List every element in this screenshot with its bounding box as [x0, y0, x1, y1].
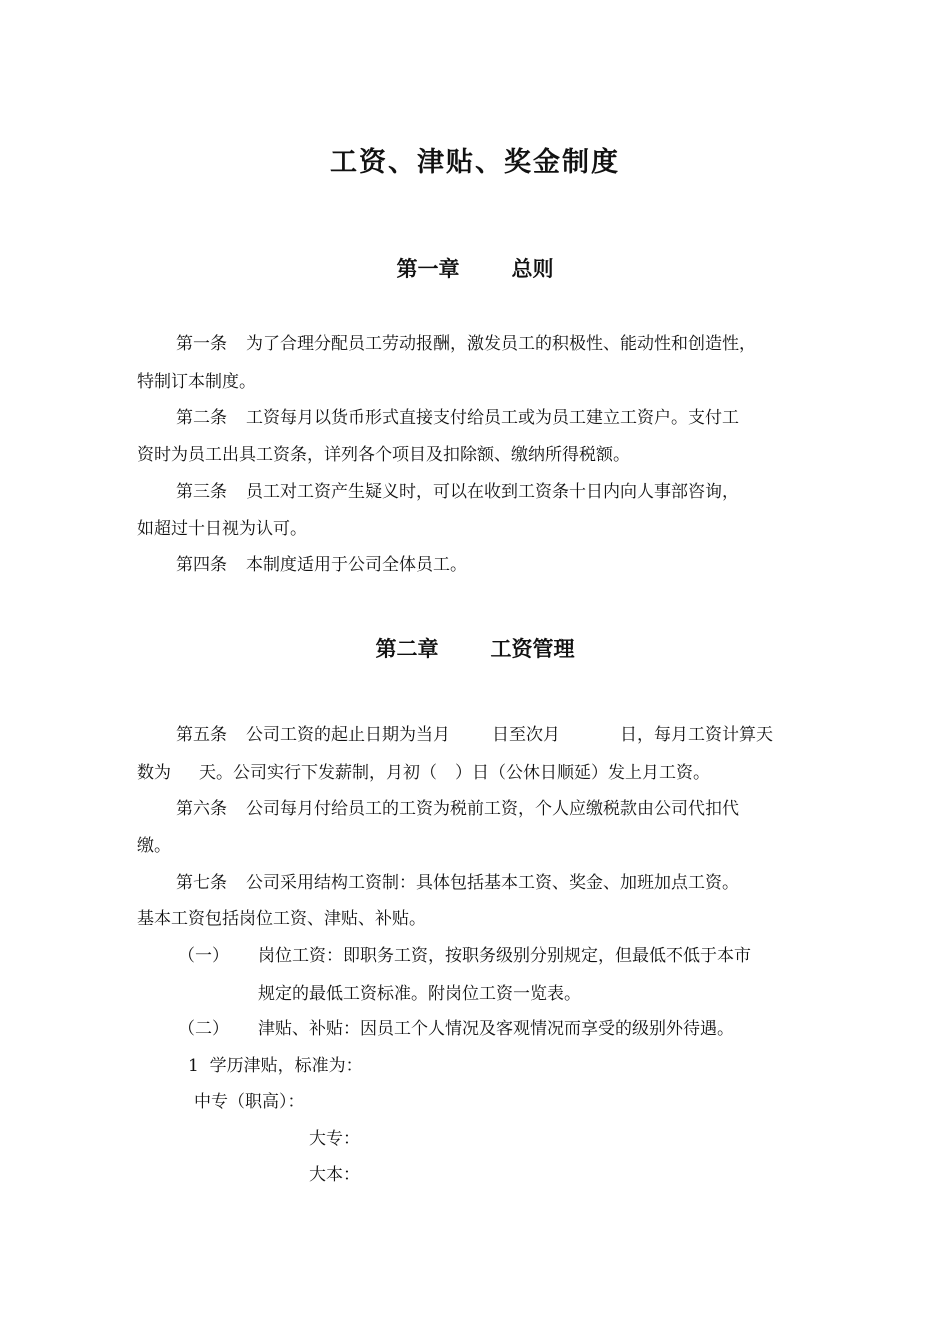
article-4-line-1	[176, 553, 467, 577]
chapter-number: 第一章	[396, 257, 460, 281]
chapter-name: 工资管理	[490, 637, 575, 661]
article-label: 第一条	[176, 334, 227, 354]
education-allowance-heading: 1 学历津贴，标准为：	[188, 1056, 363, 1076]
enum-item-1-line-1	[178, 944, 751, 968]
article-text: 公司采用结构工资制：具体包括基本工资、奖金、加班加点工资。	[246, 873, 739, 893]
enum-text: 津贴、补贴：因员工个人情况及客观情况而享受的级别外待遇。	[258, 1019, 734, 1039]
article-text: 天。公司实行下发薪制，月初（	[199, 763, 437, 783]
education-level-item: 中专（职高）：	[194, 1092, 305, 1112]
article-text: 本制度适用于公司全体员工。	[246, 555, 467, 575]
article-3-line-2: 如超过十日视为认可。	[137, 519, 307, 539]
enum-label: （一）	[178, 946, 229, 966]
article-label: 第七条	[176, 873, 227, 893]
chapter-heading-1	[0, 252, 950, 286]
article-text: 公司工资的起止日期为当月	[246, 725, 450, 745]
article-7-line-1	[176, 871, 739, 895]
article-text: 公司每月付给员工的工资为税前工资，个人应缴税款由公司代扣代	[246, 799, 739, 819]
chapter-number: 第二章	[375, 637, 439, 661]
enum-item-2-line-1	[178, 1017, 734, 1041]
article-2-line-1	[176, 406, 739, 430]
article-text: 数为	[137, 763, 171, 783]
article-label: 第三条	[176, 482, 227, 502]
article-label: 第五条	[176, 725, 227, 745]
article-label: 第四条	[176, 555, 227, 575]
article-6-line-2: 缴。	[137, 836, 171, 856]
article-7-line-2: 基本工资包括岗位工资、津贴、补贴。	[137, 909, 426, 929]
article-6-line-1	[176, 797, 739, 821]
article-text: 为了合理分配员工劳动报酬，激发员工的积极性、能动性和创造性，	[246, 334, 756, 354]
enum-item-1-line-2: 规定的最低工资标准。附岗位工资一览表。	[258, 984, 581, 1004]
chapter-heading-2	[0, 632, 950, 666]
article-1-line-2: 特制订本制度。	[137, 372, 256, 392]
article-text: 员工对工资产生疑义时，可以在收到工资条十日内向人事部咨询，	[246, 482, 739, 502]
document-title: 工资、津贴、奖金制度	[330, 147, 620, 178]
article-5-line-2	[137, 761, 710, 785]
article-text: 工资每月以货币形式直接支付给员工或为员工建立工资户。支付工	[246, 408, 739, 428]
education-level-item: 大专：	[309, 1129, 360, 1149]
article-text: ）日（公休日顺延）发上月工资。	[455, 763, 710, 783]
article-label: 第二条	[176, 408, 227, 428]
article-text: 日，每月工资计算天	[620, 725, 773, 745]
article-5-line-1	[176, 723, 773, 747]
article-3-line-1	[176, 480, 739, 504]
article-label: 第六条	[176, 799, 227, 819]
enum-label: （二）	[178, 1019, 229, 1039]
education-level-item: 大本：	[309, 1165, 360, 1185]
article-1-line-1	[176, 332, 756, 356]
article-2-line-2: 资时为员工出具工资条，详列各个项目及扣除额、缴纳所得税额。	[137, 445, 630, 465]
article-text: 日至次月	[492, 725, 560, 745]
chapter-name: 总则	[511, 257, 554, 281]
enum-text: 岗位工资：即职务工资，按职务级别分别规定，但最低不低于本市	[258, 946, 751, 966]
